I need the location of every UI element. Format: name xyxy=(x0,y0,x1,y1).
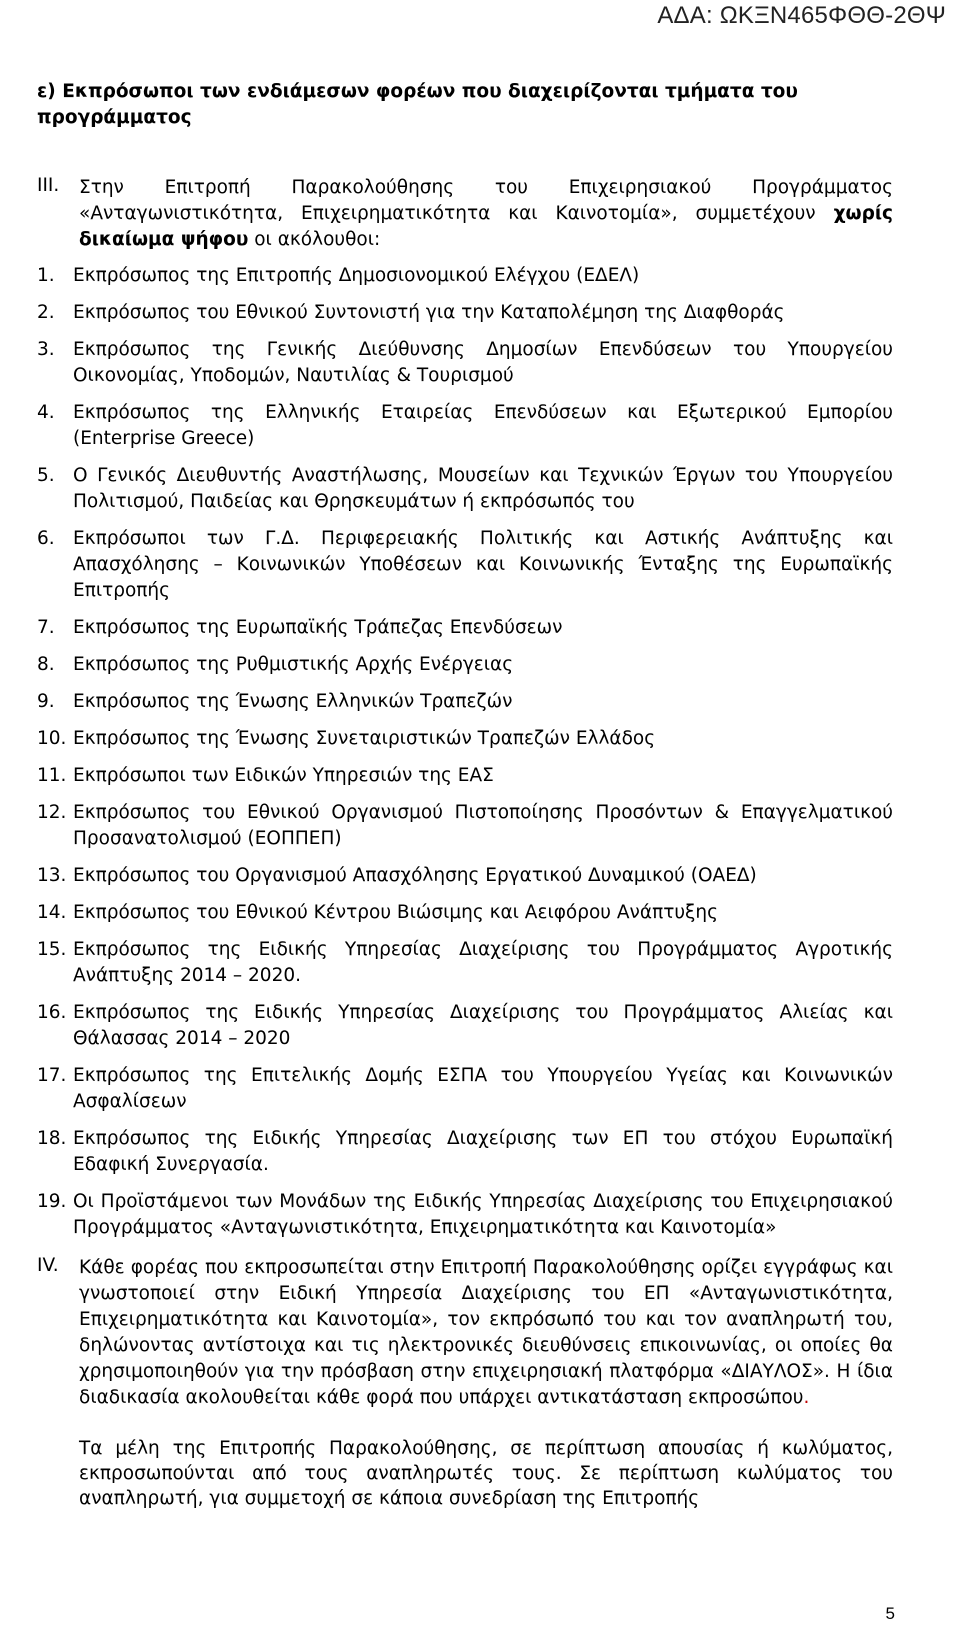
section-4-numeral: IV. xyxy=(37,1255,59,1276)
section-3-bold: χωρίς δικαίωμα ψήφου xyxy=(79,203,893,250)
list-item-text: Εκπρόσωπος της Ευρωπαϊκής Τράπεζας Επενδύσεων xyxy=(73,617,563,638)
list-item-text: Εκπρόσωπος της Γενικής Διεύθυνσης Δημοσίων Επενδύσεων του Υπουργείου Οικονομίας, Υποδομών, Ναυτιλίας & Τουρισμού xyxy=(73,339,893,386)
list-item xyxy=(37,937,893,989)
page-number: 5 xyxy=(885,1604,895,1623)
list-item-text: Εκπρόσωπος της Ειδικής Υπηρεσίας Διαχείρισης του Προγράμματος Αλιείας και Θάλασσας 2014 – 2020 xyxy=(73,1002,893,1049)
list-item-number: 15. xyxy=(37,939,67,960)
list-item-number: 9. xyxy=(37,691,55,712)
list-item-number: 18. xyxy=(37,1128,67,1149)
list-item-number: 14. xyxy=(37,902,67,923)
list-item-text: Εκπρόσωπος της Ένωσης Ελληνικών Τραπεζών xyxy=(73,691,513,712)
final-paragraph: Τα μέλη της Επιτροπής Παρακολούθησης, σε περίπτωση απουσίας ή κωλύματος, εκπροσωπούνται από τους αναπληρωτές τους. Σε περίπτωση κωλύματος του αναπληρωτή, για συμμετοχή σε κάποια συνεδρίαση της Επιτροπής xyxy=(79,1438,893,1509)
section-3 xyxy=(37,175,893,253)
list-item-number: 7. xyxy=(37,617,55,638)
section-3-text xyxy=(79,175,893,253)
section-4-body: Κάθε φορέας που εκπροσωπείται στην Επιτροπή Παρακολούθησης ορίζει εγγράφως και γνωστοποιεί στην Ειδική Υπηρεσία Διαχείρισης του ΕΠ «Ανταγωνιστικότητα, Επιχειρηματικότητα και Καινοτομία», τον εκπρόσωπό του και τον αναπληρωτή του, δηλώνοντας αντίστοιχα και τις ηλεκτρονικές διευθύνσεις επικοινωνίας, οι οποίες θα χρησιμοποιηθούν για την πρόσβαση στην επιχειρησιακή πλατφόρμα «ΔΙΑΥΛΟΣ». Η ίδια διαδικασία ακολουθείται κάθε φορά που υπάρχει αντικατάσταση εκπροσώπου xyxy=(79,1257,893,1408)
list-item xyxy=(37,1126,893,1178)
list-item-text: Οι Προϊστάμενοι των Μονάδων της Ειδικής Υπηρεσίας Διαχείρισης του Επιχειρησιακού Προγράμματος «Ανταγωνιστικότητα, Επιχειρηματικότητα και Καινοτομία» xyxy=(73,1191,893,1238)
list-item-number: 12. xyxy=(37,802,67,823)
list-item-text: Εκπρόσωπος της Επιτροπής Δημοσιονομικού Ελέγχου (ΕΔΕΛ) xyxy=(73,265,640,286)
list-item-text: Εκπρόσωπος της Ειδικής Υπηρεσίας Διαχείρισης των ΕΠ του στόχου Ευρωπαϊκή Εδαφική Συνεργασία. xyxy=(73,1128,893,1175)
list-item-text: Εκπρόσωποι των Ειδικών Υπηρεσιών της ΕΑΣ xyxy=(73,765,494,786)
section-3-text-start: Στην Επιτροπή Παρακολούθησης του Επιχειρησιακού Προγράμματος «Ανταγωνιστικότητα, Επιχειρηματικότητα και Καινοτομία», συμμετέχουν xyxy=(79,177,893,224)
list-item xyxy=(37,763,893,789)
list-item xyxy=(37,900,893,926)
list-item-text: Εκπρόσωπος του Εθνικού Οργανισμού Πιστοποίησης Προσόντων & Επαγγελματικού Προσανατολισμού (ΕΟΠΠΕΠ) xyxy=(73,802,893,849)
list-item xyxy=(37,726,893,752)
participants-list xyxy=(37,263,893,1252)
list-item xyxy=(37,615,893,641)
list-item-text: Εκπρόσωπος της Ένωσης Συνεταιριστικών Τραπεζών Ελλάδος xyxy=(73,728,656,749)
list-item-number: 6. xyxy=(37,528,55,549)
list-item-text: Εκπρόσωποι των Γ.Δ. Περιφερειακής Πολιτικής και Αστικής Ανάπτυξης και Απασχόλησης – Κοινωνικών Υποθέσεων και Κοινωνικής Ένταξης της Ευρωπαϊκής Επιτροπής xyxy=(73,528,893,601)
list-item-text: Εκπρόσωπος του Εθνικού Κέντρου Βιώσιμης και Αειφόρου Ανάπτυξης xyxy=(73,902,718,923)
list-item-text: Εκπρόσωπος της Ελληνικής Εταιρείας Επενδύσεων και Εξωτερικού Εμπορίου (Enterprise Greece) xyxy=(73,402,893,449)
list-item xyxy=(37,300,893,326)
list-item-number: 17. xyxy=(37,1065,67,1086)
list-item xyxy=(37,800,893,852)
section-4-red-period: . xyxy=(803,1387,810,1408)
list-item xyxy=(37,463,893,515)
list-item xyxy=(37,689,893,715)
list-item xyxy=(37,1063,893,1115)
list-item-number: 11. xyxy=(37,765,67,786)
list-item-number: 5. xyxy=(37,465,55,486)
section-4-text xyxy=(79,1255,893,1411)
list-item-text: Ο Γενικός Διευθυντής Αναστήλωσης, Μουσείων και Τεχνικών Έργων του Υπουργείου Πολιτισμού, Παιδείας και Θρησκευμάτων ή εκπρόσωπός του xyxy=(73,465,893,512)
list-item xyxy=(37,400,893,452)
list-item-number: 3. xyxy=(37,339,55,360)
list-item xyxy=(37,1000,893,1052)
list-item xyxy=(37,1189,893,1241)
list-item-number: 10. xyxy=(37,728,67,749)
section-4 xyxy=(37,1255,893,1411)
list-item xyxy=(37,263,893,289)
list-item-number: 19. xyxy=(37,1191,67,1212)
list-item-text: Εκπρόσωπος του Εθνικού Συντονιστή για την Καταπολέμηση της Διαφθοράς xyxy=(73,302,785,323)
list-item xyxy=(37,652,893,678)
ada-code: ΑΔΑ: ΩΚΞΝ465ΦΘΘ-2ΘΨ xyxy=(657,2,946,29)
list-item-text: Εκπρόσωπος της Ρυθμιστικής Αρχής Ενέργειας xyxy=(73,654,514,675)
list-item-text: Εκπρόσωπος του Οργανισμού Απασχόλησης Εργατικού Δυναμικού (ΟΑΕΔ) xyxy=(73,865,757,886)
list-item-number: 13. xyxy=(37,865,67,886)
list-item-number: 8. xyxy=(37,654,55,675)
list-item-number: 4. xyxy=(37,402,55,423)
section-3-text-end: οι ακόλουθοι: xyxy=(248,229,381,250)
list-item-text: Εκπρόσωπος της Ειδικής Υπηρεσίας Διαχείρισης του Προγράμματος Αγροτικής Ανάπτυξης 2014 – 2020. xyxy=(73,939,893,986)
section-3-numeral: III. xyxy=(37,175,60,196)
list-item-number: 2. xyxy=(37,302,55,323)
list-item xyxy=(37,337,893,389)
list-item-text: Εκπρόσωπος της Επιτελικής Δομής ΕΣΠΑ του Υπουργείου Υγείας και Κοινωνικών Ασφαλίσεων xyxy=(73,1065,893,1112)
list-item-number: 16. xyxy=(37,1002,67,1023)
section-heading: ε) Εκπρόσωποι των ενδιάμεσων φορέων που διαχειρίζονται τμήματα του προγράμματος xyxy=(37,81,798,128)
list-item-number: 1. xyxy=(37,265,55,286)
list-item xyxy=(37,863,893,889)
list-item xyxy=(37,526,893,604)
